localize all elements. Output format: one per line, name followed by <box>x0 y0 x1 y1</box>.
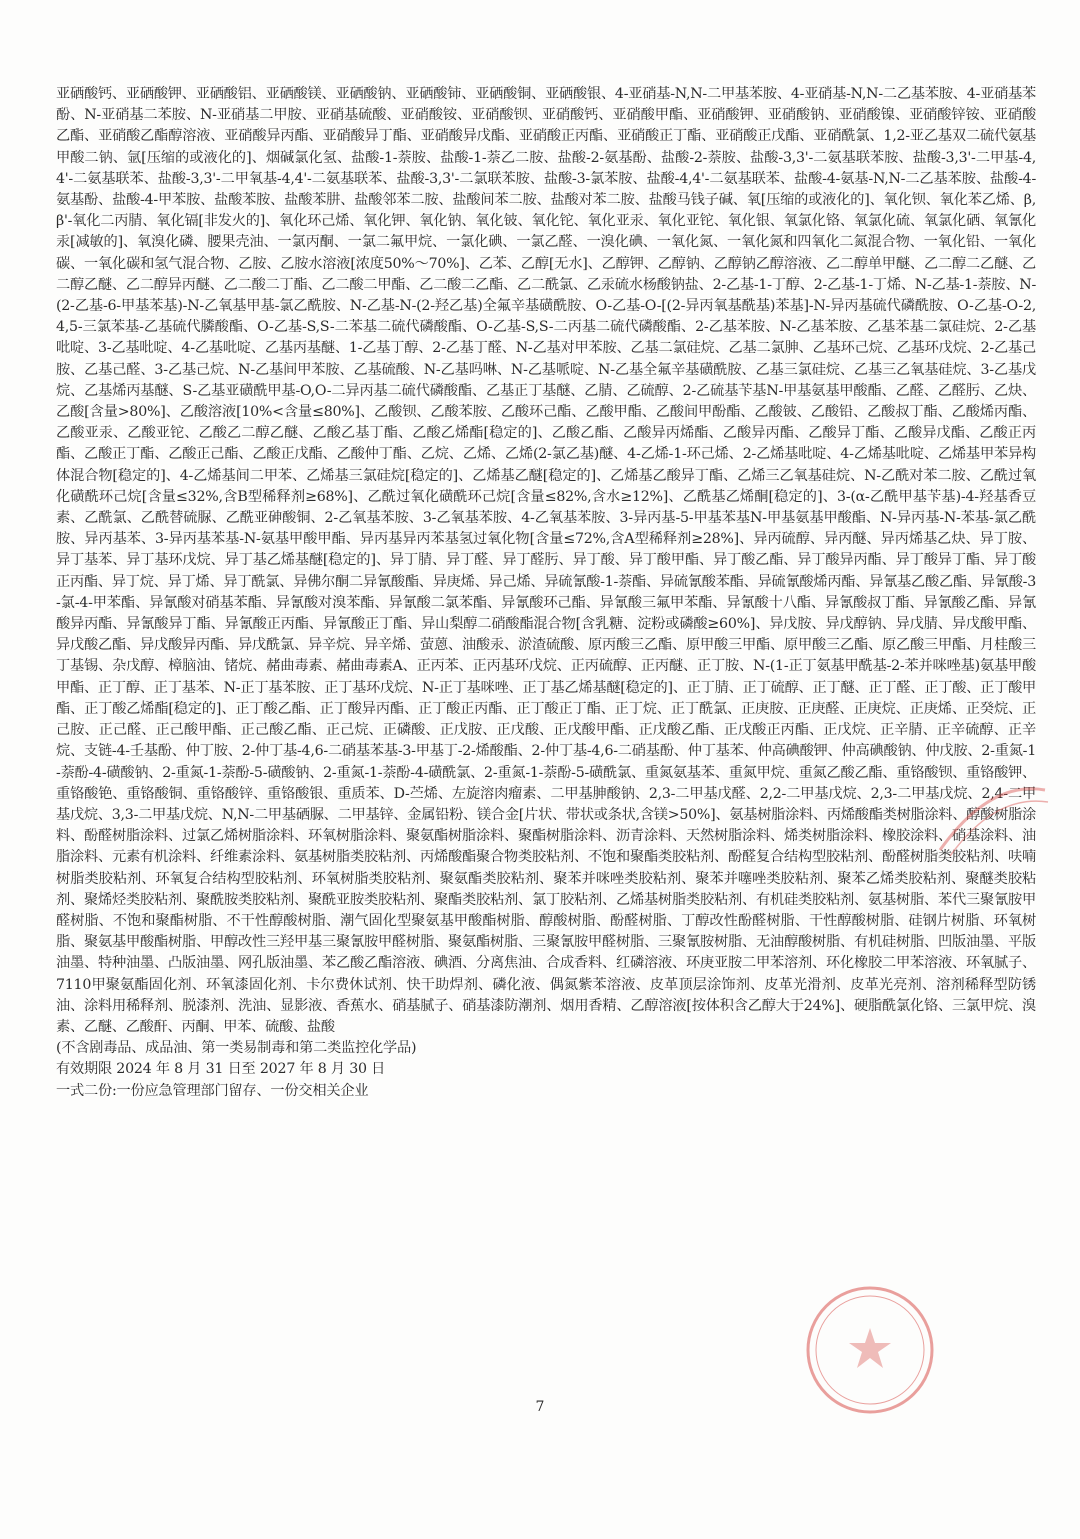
page-number: 7 <box>535 1399 545 1415</box>
validity-period: 有效期限 2024 年 8 月 31 日至 2027 年 8 月 30 日 <box>56 1061 386 1078</box>
page-content <box>56 84 1036 1102</box>
official-seal-fragment <box>930 770 1050 860</box>
copies-note: 一式二份:一份应急管理部门留存、一份交相关企业 <box>56 1082 369 1099</box>
exclusion-note: (不含剧毒品、成品油、第一类易制毒和第二类监控化学品) <box>56 1040 417 1057</box>
chemical-list-paragraph: 亚硒酸钙、亚硒酸钾、亚硒酸铝、亚硒酸镁、亚硒酸钠、亚硒酸铈、亚硒酸铜、亚硒酸银、4-亚硝基-N,N-二甲基苯胺、4-亚硝基-N,N-二乙基苯胺、4-亚硝基苯酚、N-亚硝基二苯胺、N-亚硝基二甲胺、亚硝基硫酸、亚硝酸铵、亚硝酸钡、亚硝酸钙、亚硝酸甲酯、亚硝酸钾、亚硝酸钠、亚硝酸镍、亚硝酸锌铵、亚硝酸乙酯、亚硝酸乙酯醇溶液、亚硝酸异丙酯、亚硝酸异丁酯、亚硝酸异戊酯、亚硝酸正丙酯、亚硝酸正丁酯、亚硝酸正戊酯、亚硝酰氯、1,2-亚乙基双二硫代氨基甲酸二钠、氩[压缩的或液化的]、烟碱氯化氢、盐酸-1-萘胺、盐酸-1-萘乙二胺、盐酸-2-氨基酚、盐酸-2-萘胺、盐酸-3,3'-二氨基联苯胺、盐酸-3,3'-二甲基-4,4'-二氨基联苯、盐酸-3,3'-二甲氧基-4,4'-二氨基联苯、盐酸-3,3'-二氯联苯胺、盐酸-3-氯苯胺、盐酸-4,4'-二氨基联苯、盐酸-4-氨基-N,N-二乙基苯胺、盐酸-4-氨基酚、盐酸-4-甲苯胺、盐酸苯胺、盐酸苯肼、盐酸邻苯二胺、盐酸间苯二胺、盐酸对苯二胺、盐酸马钱子碱、氧[压缩的或液化的]、氧化钡、氧化苯乙烯、β,β'-氧化二丙腈、氧化镉[非发火的]、氧化环己烯、氧化钾、氧化钠、氧化铍、氧化铊、氧化亚汞、氧化亚铊、氧化银、氧氯化铬、氧氯化硫、氧氯化硒、氧氰化汞[减敏的]、氧溴化磷、腰果壳油、一氯丙酮、一氯二氟甲烷、一氯化碘、一氯乙醛、一溴化碘、一氧化氮、一氧化氮和四氧化二氮混合物、一氧化铅、一氧化碳、一氧化碳和氢气混合物、乙胺、乙胺水溶液[浓度50%～70%]、乙苯、乙醇[无水]、乙醇钾、乙醇钠、乙醇钠乙醇溶液、乙二醇单甲醚、乙二醇二乙醚、乙二醇乙醚、乙二醇异丙醚、乙二酸二丁酯、乙二酸二甲酯、乙二酸二乙酯、乙二酰氯、乙汞硫水杨酸钠盐、2-乙基-1-丁醇、2-乙基-1-丁烯、N-乙基-1-萘胺、N-(2-乙基-6-甲基苯基)-N-乙氧基甲基-氯乙酰胺、N-乙基-N-(2-羟乙基)全氟辛基磺酰胺、O-乙基-O-[(2-异丙氧基酰基)苯基]-N-异丙基硫代磷酰胺、O-乙基-O-2,4,5-三氯苯基-乙基硫代膦酸酯、O-乙基-S,S-二苯基二硫代磷酸酯、O-乙基-S,S-二丙基二硫代磷酸酯、2-乙基苯胺、N-乙基苯胺、乙基苯基二氯硅烷、2-乙基吡啶、3-乙基吡啶、4-乙基吡啶、乙基丙基醚、1-乙基丁醇、2-乙基丁醛、N-乙基对甲苯胺、乙基二氯硅烷、乙基二氯胂、乙基环己烷、乙基环戊烷、2-乙基己胺、乙基己醛、3-乙基己烷、N-乙基间甲苯胺、乙基硫酸、N-乙基吗啉、N-乙基哌啶、N-乙基全氟辛基磺酰胺、乙基三氯硅烷、乙基三乙氧基硅烷、3-乙基戊烷、乙基烯丙基醚、S-乙基亚磺酰甲基-O,O-二异丙基二硫代磷酸酯、乙基正丁基醚、乙腈、乙硫醇、2-乙硫基苄基N-甲基氨基甲酸酯、乙醛、乙醛肟、乙炔、乙酸[含量>80%]、乙酸溶液[10%<含量≤80%]、乙酸钡、乙酸苯胺、乙酸环己酯、乙酸甲酯、乙酸间甲酚酯、乙酸铍、乙酸铅、乙酸叔丁酯、乙酸烯丙酯、乙酸亚汞、乙酸亚铊、乙酸乙二醇乙醚、乙酸乙基丁酯、乙酸乙烯酯[稳定的]、乙酸乙酯、乙酸异丙烯酯、乙酸异丙酯、乙酸异丁酯、乙酸异戊酯、乙酸正丙酯、乙酸正丁酯、乙酸正己酯、乙酸正戊酯、乙酸仲丁酯、乙烷、乙烯、乙烯(2-氯乙基)醚、4-乙烯-1-环己烯、2-乙烯基吡啶、4-乙烯基吡啶、乙烯基甲苯异构体混合物[稳定的]、4-乙烯基间二甲苯、乙烯基三氯硅烷[稳定的]、乙烯基乙醚[稳定的]、乙烯基乙酸异丁酯、乙烯三乙氧基硅烷、N-乙酰对苯二胺、乙酰过氧化磺酰环己烷[含量≤32%,含B型稀释剂≥68%]、乙酰过氧化磺酰环己烷[含量≤82%,含水≥12%]、乙酰基乙烯酮[稳定的]、3-(α-乙酰甲基苄基)-4-羟基香豆素、乙酰氯、乙酰替硫脲、乙酰亚砷酸铜、2-乙氧基苯胺、3-乙氧基苯胺、4-乙氧基苯胺、3-异丙基-5-甲基苯基N-甲基氨基甲酸酯、N-异丙基-N-苯基-氯乙酰胺、异丙基苯、3-异丙基苯基-N-氨基甲酸甲酯、异丙基异丙苯基氢过氧化物[含量≤72%,含A型稀释剂≥28%]、异丙硫醇、异丙醚、异丙烯基乙炔、异丁胺、异丁基苯、异丁基环戊烷、异丁基乙烯基醚[稳定的]、异丁腈、异丁醛、异丁醛肟、异丁酸、异丁酸甲酯、异丁酸乙酯、异丁酸异丙酯、异丁酸异丁酯、异丁酸正丙酯、异丁烷、异丁烯、异丁酰氯、异佛尔酮二异氰酸酯、异庚烯、异己烯、异硫氰酸-1-萘酯、异硫氰酸苯酯、异硫氰酸烯丙酯、异氰基乙酸乙酯、异氰酸-3-氯-4-甲苯酯、异氰酸对硝基苯酯、异氰酸对溴苯酯、异氰酸二氯苯酯、异氰酸环己酯、异氰酸三氟甲苯酯、异氰酸十八酯、异氰酸叔丁酯、异氰酸乙酯、异氰酸异丙酯、异氰酸异丁酯、异氰酸正丙酯、异氰酸正丁酯、异山梨醇二硝酸酯混合物[含乳糖、淀粉或磷酸≥60%]、异戊胺、异戊醇钠、异戊腈、异戊酸甲酯、异戊酸乙酯、异戊酸异丙酯、异戊酰氯、异辛烷、异辛烯、萤蒽、油酸汞、淤渣硫酸、原丙酸三乙酯、原甲酸三甲酯、原甲酸三乙酯、原乙酸三甲酯、月桂酸三丁基锡、杂戊醇、樟脑油、锗烷、赭曲毒素、赭曲毒素A、正丙苯、正丙基环戊烷、正丙硫醇、正丙醚、正丁胺、N-(1-正丁氨基甲酰基-2-苯并咪唑基)氨基甲酸甲酯、正丁醇、正丁基苯、N-正丁基苯胺、正丁基环戊烷、N-正丁基咪唑、正丁基乙烯基醚[稳定的]、正丁腈、正丁硫醇、正丁醚、正丁醛、正丁酸、正丁酸甲酯、正丁酸乙烯酯[稳定的]、正丁酸乙酯、正丁酸异丙酯、正丁酸正丙酯、正丁酸正丁酯、正丁烷、正丁酰氯、正庚胺、正庚醛、正庚烷、正庚烯、正癸烷、正己胺、正己醛、正己酸甲酯、正己酸乙酯、正己烷、正磷酸、正戊胺、正戊酸、正戊酸甲酯、正戊酸乙酯、正戊酸正丙酯、正戊烷、正辛腈、正辛硫醇、正辛烷、支链-4-壬基酚、仲丁胺、2-仲丁基-4,6-二硝基苯基-3-甲基丁-2-烯酸酯、2-仲丁基-4,6-二硝基酚、仲丁基苯、仲高碘酸钾、仲高碘酸钠、仲戊胺、2-重氮-1-萘酚-4-磺酸钠、2-重氮-1-萘酚-5-磺酸钠、2-重氮-1-萘酚-4-磺酰氯、2-重氮-1-萘酚-5-磺酰氯、重氮氨基苯、重氮甲烷、重氮乙酸乙酯、重铬酸钡、重铬酸钾、重铬酸铯、重铬酸铜、重铬酸锌、重铬酸银、重质苯、D-苎烯、左旋溶肉瘤素、二甲基胂酸钠、2,3-二甲基戊醛、2,2-二甲基戊烷、2,3-二甲基戊烷、2,4-二甲基戊烷、3,3-二甲基戊烷、N,N-二甲基硒脲、二甲基锌、金属铅粉、镁合金[片状、带状或条状,含镁>50%]、氨基树脂涂料、丙烯酸酯类树脂涂料、醇酸树脂涂料、酚醛树脂涂料、过氯乙烯树脂涂料、环氧树脂涂料、聚氨酯树脂涂料、聚酯树脂涂料、沥青涂料、天然树脂涂料、烯类树脂涂料、橡胶涂料、硝基涂料、油脂涂料、元素有机涂料、纤维素涂料、氨基树脂类胶粘剂、丙烯酸酯聚合物类胶粘剂、不饱和聚酯类胶粘剂、酚醛复合结构型胶粘剂、酚醛树脂类胶粘剂、呋喃树脂类胶粘剂、环氧复合结构型胶粘剂、环氧树脂类胶粘剂、聚氨酯类胶粘剂、聚苯并咪唑类胶粘剂、聚苯并噻唑类胶粘剂、聚苯乙烯类胶粘剂、聚醚类胶粘剂、聚烯烃类胶粘剂、聚酰胺类胶粘剂、聚酰亚胺类胶粘剂、聚酯类胶粘剂、氯丁胶粘剂、乙烯基树脂类胶粘剂、有机硅类胶粘剂、氨基树脂、苯代三聚氰胺甲醛树脂、不饱和聚酯树脂、不干性醇酸树脂、潮气固化型聚氨基甲酸酯树脂、醇酸树脂、酚醛树脂、丁醇改性酚醛树脂、干性醇酸树脂、硅钢片树脂、环氧树脂、聚氨基甲酸酯树脂、甲醇改性三羟甲基三聚氰胺甲醛树脂、聚氨酯树脂、三聚氰胺甲醛树脂、三聚氰胺树脂、无油醇酸树脂、有机硅树脂、凹版油墨、平版油墨、特种油墨、凸版油墨、网孔版油墨、苯乙酸乙酯溶液、碘酒、分离焦油、合成香料、红磷溶液、环庚亚胺二甲苯溶剂、环化橡胶二甲苯溶液、环氧腻子、7110甲聚氨酯固化剂、环氧漆固化剂、卡尔费休试剂、快干助焊剂、磷化液、偶氮紫苯溶液、皮革顶层涂饰剂、皮革光滑剂、皮革光亮剂、溶剂稀释型防锈油、涂料用稀释剂、脱漆剂、洗油、显影液、香蕉水、硝基腻子、硝基漆防潮剂、烟用香精、乙醇溶液[按体积含乙醇大于24%]、硬脂酰氯化铬、三氯甲烷、溴素、乙醚、乙酸酐、丙酮、甲苯、硫酸、盐酸 <box>56 86 1036 1035</box>
